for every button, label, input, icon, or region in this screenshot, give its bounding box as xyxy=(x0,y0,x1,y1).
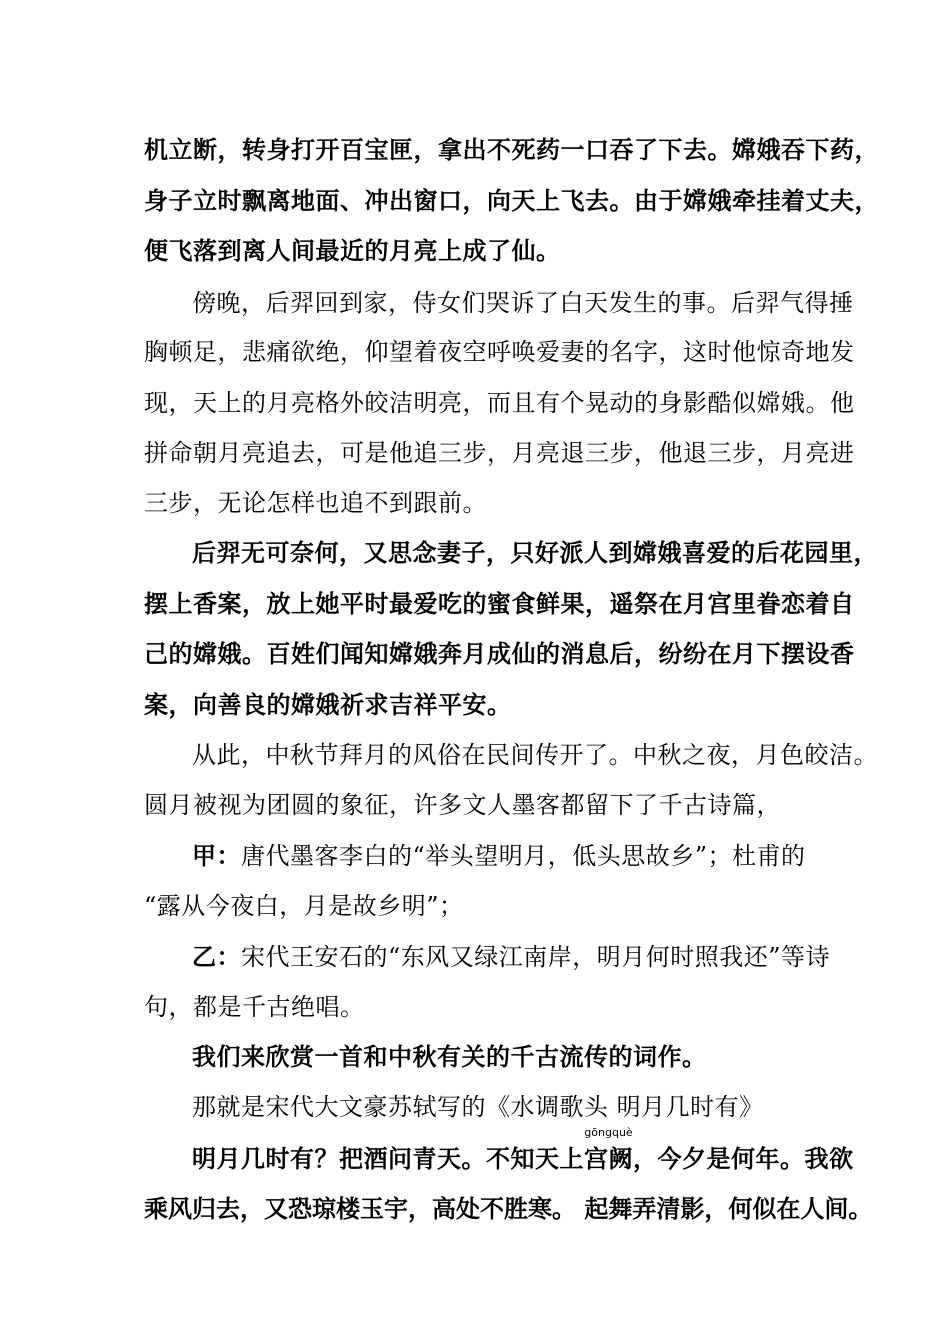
poem-line-1-after: ，今夕是何年。我欲 xyxy=(633,1145,854,1173)
paragraph-1-line-2: 身子立时飘离地面、冲出窗口，向天上飞去。由于嫦娥牵挂着丈夫， xyxy=(144,187,879,215)
pinyin-annotation: gōngquè xyxy=(584,1126,633,1139)
paragraph-6-line-1 xyxy=(192,943,830,971)
ruby-gongque xyxy=(584,1126,633,1173)
poem-line-1-before: 明月几时有？把酒问青天。不知天上 xyxy=(192,1145,584,1173)
paragraph-2-line-4: 拼命朝月亮追去，可是他追三步，月亮退三步，他退三步，月亮进 xyxy=(144,439,855,467)
poem-line-2: 乘风归去，又恐琼楼玉宇，高处不胜寒。 起舞弄清影，何似在人间。 xyxy=(144,1195,873,1223)
paragraph-4-line-1: 从此，中秋节拜月的风俗在民间传开了。中秋之夜，月色皎洁。 xyxy=(192,741,878,769)
paragraph-2-line-3: 现，天上的月亮格外皎洁明亮，而且有个晃动的身影酷似嫦娥。他 xyxy=(144,389,855,417)
label-yi: 乙： xyxy=(192,943,241,971)
paragraph-2-line-2: 胸顿足，悲痛欲绝，仰望着夜空呼唤爱妻的名字，这时他惊奇地发 xyxy=(144,338,855,366)
paragraph-6-text: 宋代王安石的“东风又绿江南岸，明月何时照我还”等诗 xyxy=(241,943,831,971)
paragraph-7-line-1: 我们来欣赏一首和中秋有关的千古流传的词作。 xyxy=(192,1043,707,1071)
paragraph-2-line-5: 三步，无论怎样也追不到跟前。 xyxy=(144,489,487,517)
paragraph-4-line-2: 圆月被视为团圆的象征，许多文人墨客都留下了千古诗篇， xyxy=(144,791,781,819)
label-jia: 甲： xyxy=(192,842,241,870)
paragraph-3-line-3: 己的嫦娥。百姓们闻知嫦娥奔月成仙的消息后，纷纷在月下摆设香 xyxy=(144,640,855,668)
paragraph-2-line-1: 傍晚，后羿回到家，侍女们哭诉了白天发生的事。后羿气得捶 xyxy=(192,289,854,317)
paragraph-3-line-4: 案，向善良的嫦娥祈求吉祥平安。 xyxy=(144,691,512,719)
paragraph-3-line-2: 摆上香案，放上她平时最爱吃的蜜食鲜果，遥祭在月宫里眷恋着自 xyxy=(144,590,855,618)
paragraph-1-line-1: 机立断，转身打开百宝匣，拿出不死药一口吞了下去。嫦娥吞下药， xyxy=(144,136,879,164)
paragraph-5-line-1 xyxy=(192,842,806,870)
paragraph-1-line-3: 便飞落到离人间最近的月亮上成了仙。 xyxy=(144,237,561,265)
paragraph-6-line-2: 句，都是千古绝唱。 xyxy=(144,993,365,1021)
paragraph-5-text: 唐代墨客李白的“举头望明月，低头思故乡”；杜甫的 xyxy=(241,842,806,870)
poem-line-1 xyxy=(192,1126,854,1173)
paragraph-5-line-2: “露从今夜白，月是故乡明”； xyxy=(144,892,464,920)
paragraph-3-line-1: 后羿无可奈何，又思念妻子，只好派人到嫦娥喜爱的后花园里， xyxy=(192,539,878,567)
ruby-base: 宫阙 xyxy=(584,1145,633,1173)
paragraph-8-line-1: 那就是宋代大文豪苏轼写的《水调歌头 明月几时有》 xyxy=(192,1093,764,1121)
